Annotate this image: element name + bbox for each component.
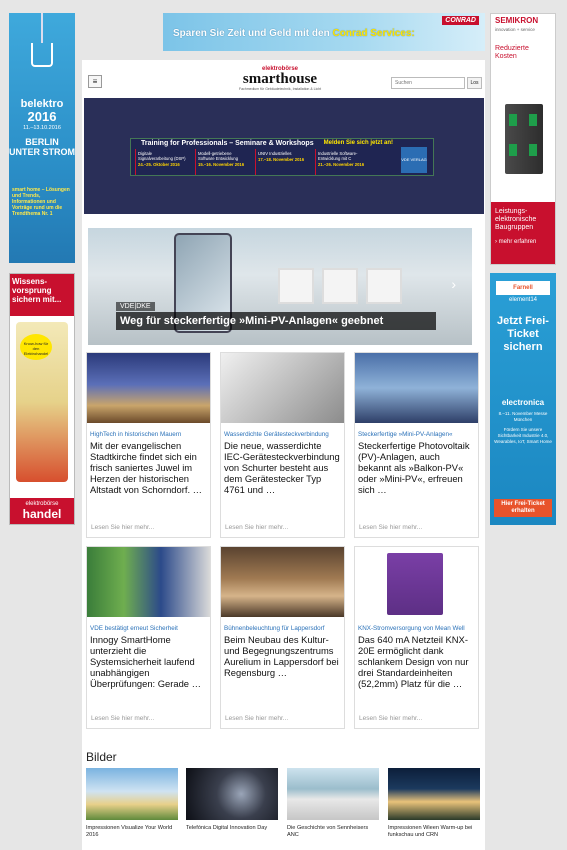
article-category[interactable]: Wasserdichte Gerätesteckverbindung [224,431,329,438]
ad-headline: Jetzt Frei-Ticket sichern [497,315,549,353]
electronica-logo: electronica [501,398,545,407]
read-more-link[interactable]: Lesen Sie hier mehr... [359,715,423,722]
ad-bar-text: Leistungs-elektronische Baugruppen [495,208,537,231]
chevron-right-icon[interactable]: › [451,276,456,292]
article-image [355,353,478,423]
billboard-col [195,149,250,175]
conrad-logo: CONRAD [442,16,479,25]
ad-year: 2016 [27,109,57,124]
article-card[interactable] [354,546,479,729]
search-button[interactable]: Los [467,77,482,89]
section-title-bilder: Bilder [86,750,117,764]
ad-bar [491,202,555,264]
gallery-image [86,768,178,820]
read-more-link[interactable]: Lesen Sie hier mehr... [225,715,289,722]
article-card[interactable] [220,546,345,729]
read-more-link[interactable]: Lesen Sie hier mehr... [225,524,289,531]
farnell-logo: Farnell [496,281,550,295]
free-ticket-button[interactable]: Hier Frei-Ticket erhalten [494,499,552,517]
read-more-link[interactable]: Lesen Sie hier mehr... [91,715,155,722]
gallery-title: Impressionen Visualize Your World 2016 [86,825,173,838]
article-category[interactable]: VDE bestätigt erneut Sicherheit [90,625,178,632]
billboard-col-title: Digitale Signalverarbeitung (DSP) [138,151,186,161]
article-image [221,547,344,617]
article-text: Beim Neubau des Kultur- und Begegnungszentrums Aurelium in Lappersdorf bei Regensburg … [224,634,339,678]
article-text: Die neue, wasserdichte IEC-Gerätesteckverbindung von Schurter besteht aus dem Gerätestecker Typ 4761 und … [224,440,340,495]
gallery-title: Die Geschichte von Sennheisers ANC [287,825,369,838]
article-card[interactable] [354,352,479,538]
read-more-link[interactable]: Lesen Sie hier mehr... [359,524,423,531]
billboard-col-title: Industrielle Software-Entwicklung mit C [318,151,358,161]
article-card[interactable] [86,546,211,729]
power-supply-image [387,553,443,615]
gallery-title: Telefónica Digital Innovation Day [186,825,268,831]
ad-note: smart home – Lösungen und Trends, Informationen und Vorträge rund um die Trendthema Nr. 1 [12,187,70,217]
article-image [87,353,210,423]
gallery-item[interactable] [287,768,379,839]
ad-farnell[interactable] [490,273,556,525]
gallery-item[interactable] [388,768,480,839]
cable-graphic [41,13,43,43]
ad-headline: Wissens-vorsprung sichern mit... [10,274,74,316]
billboard-col-date: 24.–25. Oktober 2016 [138,162,180,167]
menu-button[interactable]: ≡ [88,75,102,88]
billboard-col-date: 21.–26. November 2016 [318,162,365,167]
ad-footer-big: handel [22,507,62,521]
logo-small: elektrobörse [261,66,298,72]
gallery-title: Impressionen Wieen Warm-up bei funkschau und CRN [388,825,473,838]
ad-banner-text-brand: Conrad Services: [332,28,415,39]
article-card[interactable] [220,352,345,538]
article-category[interactable]: KNX-Stromversorgung von Mean Well [358,625,465,632]
article-card[interactable] [86,352,211,538]
ad-date: 11.–13.10.2016 [23,125,61,131]
element14-logo: element14 [508,297,538,303]
ad-bubble: Know-how für den Elektrohandel [20,334,52,360]
article-category[interactable]: HighTech in historischen Mauern [90,431,182,438]
switch-image [366,268,402,304]
gallery-image [287,768,379,820]
billboard-col-title: Modell-getriebene Software Entwicklung [198,151,239,161]
billboard-col-title: UNIV Industrielles [258,151,292,156]
ad-bar-link[interactable]: › mehr erfahren [495,239,537,245]
semikron-sub: innovation + service [495,27,535,32]
article-category[interactable]: Steckerfertige »Mini-PV-Anlagen« [358,431,453,438]
ad-banner-text-pre: Sparen Sie Zeit und Geld mit den [173,28,330,39]
ad-footer-small: elektrobörse [25,501,59,507]
hero-slider[interactable] [88,228,472,345]
billboard-col-date: 15.–16. November 2016 [198,162,245,167]
gallery-image [388,768,480,820]
billboard-col-date: 17.–18. November 2016 [258,157,305,162]
billboard-training-ad[interactable] [130,138,434,176]
vde-verlag-logo: VDE VERLAG [401,147,427,173]
logo-big: smarthouse [242,71,318,87]
semikron-logo: SEMIKRON [495,16,539,25]
ad-small-text: Fördern Sie unsere Sichtbarkeit Industrie 4.0, Wearables, IoT, Smart Home [494,427,552,444]
slider-label: VDE|DKE [116,302,155,311]
ad-conrad-banner[interactable] [163,13,485,51]
slider-caption[interactable]: Weg für steckerfertige »Mini-PV-Anlagen« geebnet [116,312,436,330]
gallery-item[interactable] [186,768,278,832]
switch-image [322,268,358,304]
ad-red-text: Reduzierte Kosten [495,45,529,60]
billboard-title: Training for Professionals – Seminare & Workshops [141,140,314,147]
gallery-image [186,768,278,820]
gallery-item[interactable] [86,768,178,839]
article-text: Mit der evangelischen Stadtkirche findet sich ein frisch saniertes Juwel im Herzen der historischen Altstadt von Schorndorf. … [90,440,203,495]
article-category[interactable]: Bühnenbeleuchtung für Lappersdorf [224,625,325,632]
article-text: Das 640 mA Netzteil KNX-20E ermöglicht dank schlankem Design von nur drei Standardeinheiten (52,2mm) Platz für die … [358,634,469,689]
ad-belektro[interactable] [9,13,75,263]
billboard-cta: Melden Sie sich jetzt an! [323,140,393,146]
ad-semikron[interactable] [490,13,556,265]
read-more-link[interactable]: Lesen Sie hier mehr... [91,524,155,531]
article-image [87,547,210,617]
fair-date: 8.–11. November Messe München [498,411,548,422]
article-text: Innogy SmartHome unterzieht die Systemsicherheit laufend unabhängigen Überprüfungen: Gerade … [90,634,202,689]
switch-image [278,268,314,304]
ad-claim: BERLIN UNTER STROM [9,137,75,157]
billboard-col [315,149,370,175]
search-input[interactable] [391,77,465,89]
article-text: Steckerfertige Photovoltaik (PV)-Anlagen, auch bekannt als »Balkon-PV« oder »Mini-PV«, erfreuen sich … [358,440,470,495]
billboard-col [255,149,310,175]
article-image [221,353,344,423]
site-logo[interactable] [230,66,330,92]
article-image [355,547,478,617]
plug-icon [31,43,53,67]
ad-footer [10,498,74,524]
power-module-image [505,104,543,174]
ad-brand: belektro [20,98,64,110]
ad-elektroboerse-handel[interactable] [9,273,75,525]
billboard-col [135,149,190,175]
ad-banner-text [173,28,415,39]
logo-tagline: Fachmedium für Gebäudetechnik, Installation & Licht [238,87,322,91]
